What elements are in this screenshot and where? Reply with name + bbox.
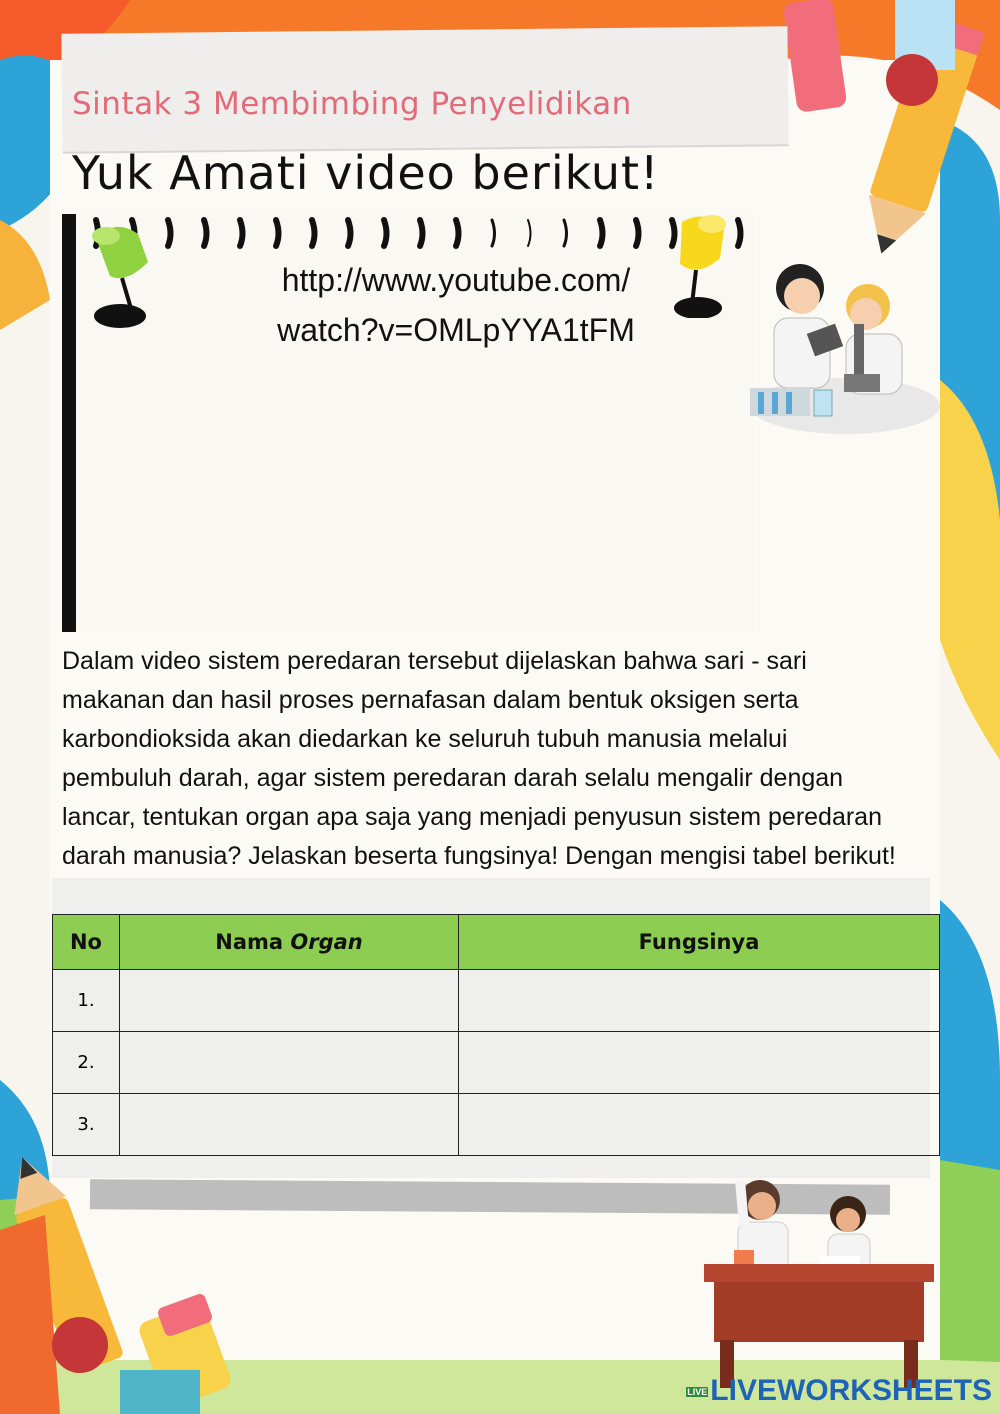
column-header-no: No (53, 915, 120, 970)
table-row (53, 970, 940, 1032)
column-header-organ: Organ (290, 930, 363, 954)
nama-organ-cell[interactable] (120, 1094, 459, 1156)
table-header-row (53, 915, 940, 970)
row-number: 2. (53, 1032, 120, 1094)
organ-answer-table (52, 914, 940, 1156)
instruction-paragraph: Dalam video sistem peredaran tersebut dijelaskan bahwa sari - sari makanan dan hasil proses pernafasan dalam bentuk oksigen serta karbondioksida akan diedarkan ke seluruh tubuh manusia melalui pembuluh darah, agar sistem peredaran darah selalu mengalir dengan lancar, tentukan organ apa saja yang menjadi penyusun sistem peredaran darah manusia? Jelaskan beserta fungsinya! Dengan mengisi tabel berikut! (62, 647, 896, 870)
fungsi-cell[interactable] (459, 1032, 940, 1094)
video-url-line1: http://www.youtube.com/ (281, 262, 631, 298)
green-pushpin-icon (86, 218, 166, 328)
video-notebook (62, 214, 754, 632)
scientists-microscope-illustration (750, 258, 940, 438)
column-header-nama-organ (120, 915, 459, 970)
spiral-binding (76, 214, 756, 254)
brand-name: LIVEWORKSHEETS (710, 1374, 992, 1407)
nama-organ-cell[interactable] (120, 970, 459, 1032)
fungsi-cell[interactable] (459, 970, 940, 1032)
fungsi-cell[interactable] (459, 1094, 940, 1156)
brand-mark: LIVE (687, 1387, 708, 1398)
row-number: 1. (53, 970, 120, 1032)
table-row (53, 1094, 940, 1156)
liveworksheets-logo (686, 1374, 992, 1408)
nama-organ-cell[interactable] (120, 1032, 459, 1094)
video-url-line2: watch?v=OMLpYYA1tFM (277, 312, 635, 348)
page-heading: Yuk Amati video berikut! (72, 146, 660, 200)
table-row (53, 1032, 940, 1094)
scientists-desk-illustration (700, 1170, 940, 1390)
row-number: 3. (53, 1094, 120, 1156)
column-header-nama: Nama (215, 930, 291, 954)
sintak-label: Sintak 3 Membimbing Penyelidikan (72, 86, 632, 122)
column-header-fungsi: Fungsinya (459, 915, 940, 970)
